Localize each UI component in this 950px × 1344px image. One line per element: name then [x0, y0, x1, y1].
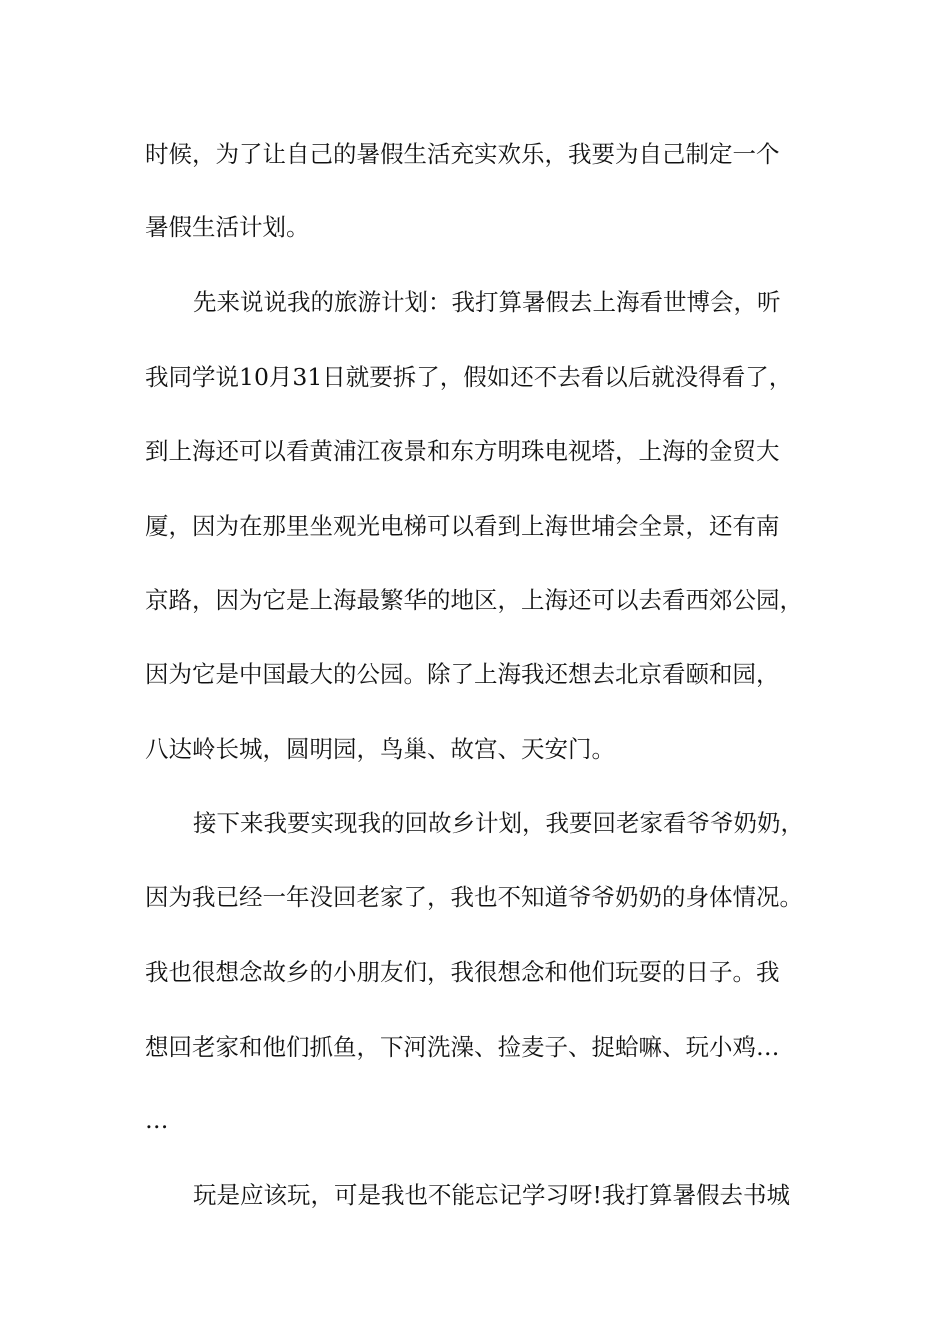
text-line: 暑假生活计划。: [145, 213, 310, 241]
text-line: 我也很想念故乡的小朋友们，我很想念和他们玩耍的日子。我: [145, 958, 780, 986]
text-line: 因为我已经一年没回老家了，我也不知道爷爷奶奶的身体情况。: [145, 883, 803, 911]
paragraph-start-line: 先来说说我的旅游计划：我打算暑假去上海看世博会，听: [193, 288, 781, 316]
text-line: 八达岭长城，圆明园，鸟巢、故宫、天安门。: [145, 735, 615, 763]
text-line: 厦，因为在那里坐观光电梯可以看到上海世埔会全景，还有南: [145, 512, 780, 540]
text-line: 我同学说10月31日就要拆了，假如还不去看以后就没得看了，: [145, 363, 793, 391]
text-line: 到上海还可以看黄浦江夜景和东方明珠电视塔，上海的金贸大: [145, 437, 780, 465]
text-line: 时候，为了让自己的暑假生活充实欢乐，我要为自己制定一个: [145, 140, 780, 168]
text-line: …: [145, 1106, 169, 1134]
text-line: 因为它是中国最大的公园。除了上海我还想去北京看颐和园，: [145, 660, 780, 688]
paragraph-start-line: 玩是应该玩，可是我也不能忘记学习呀!我打算暑假去书城: [193, 1181, 790, 1209]
text-line: 想回老家和他们抓鱼，下河洗澡、捡麦子、捉蛤嘛、玩小鸡…: [145, 1033, 780, 1061]
text-line: 京路，因为它是上海最繁华的地区，上海还可以去看西郊公园，: [145, 586, 803, 614]
paragraph-start-line: 接下来我要实现我的回故乡计划，我要回老家看爷爷奶奶，: [193, 809, 804, 837]
